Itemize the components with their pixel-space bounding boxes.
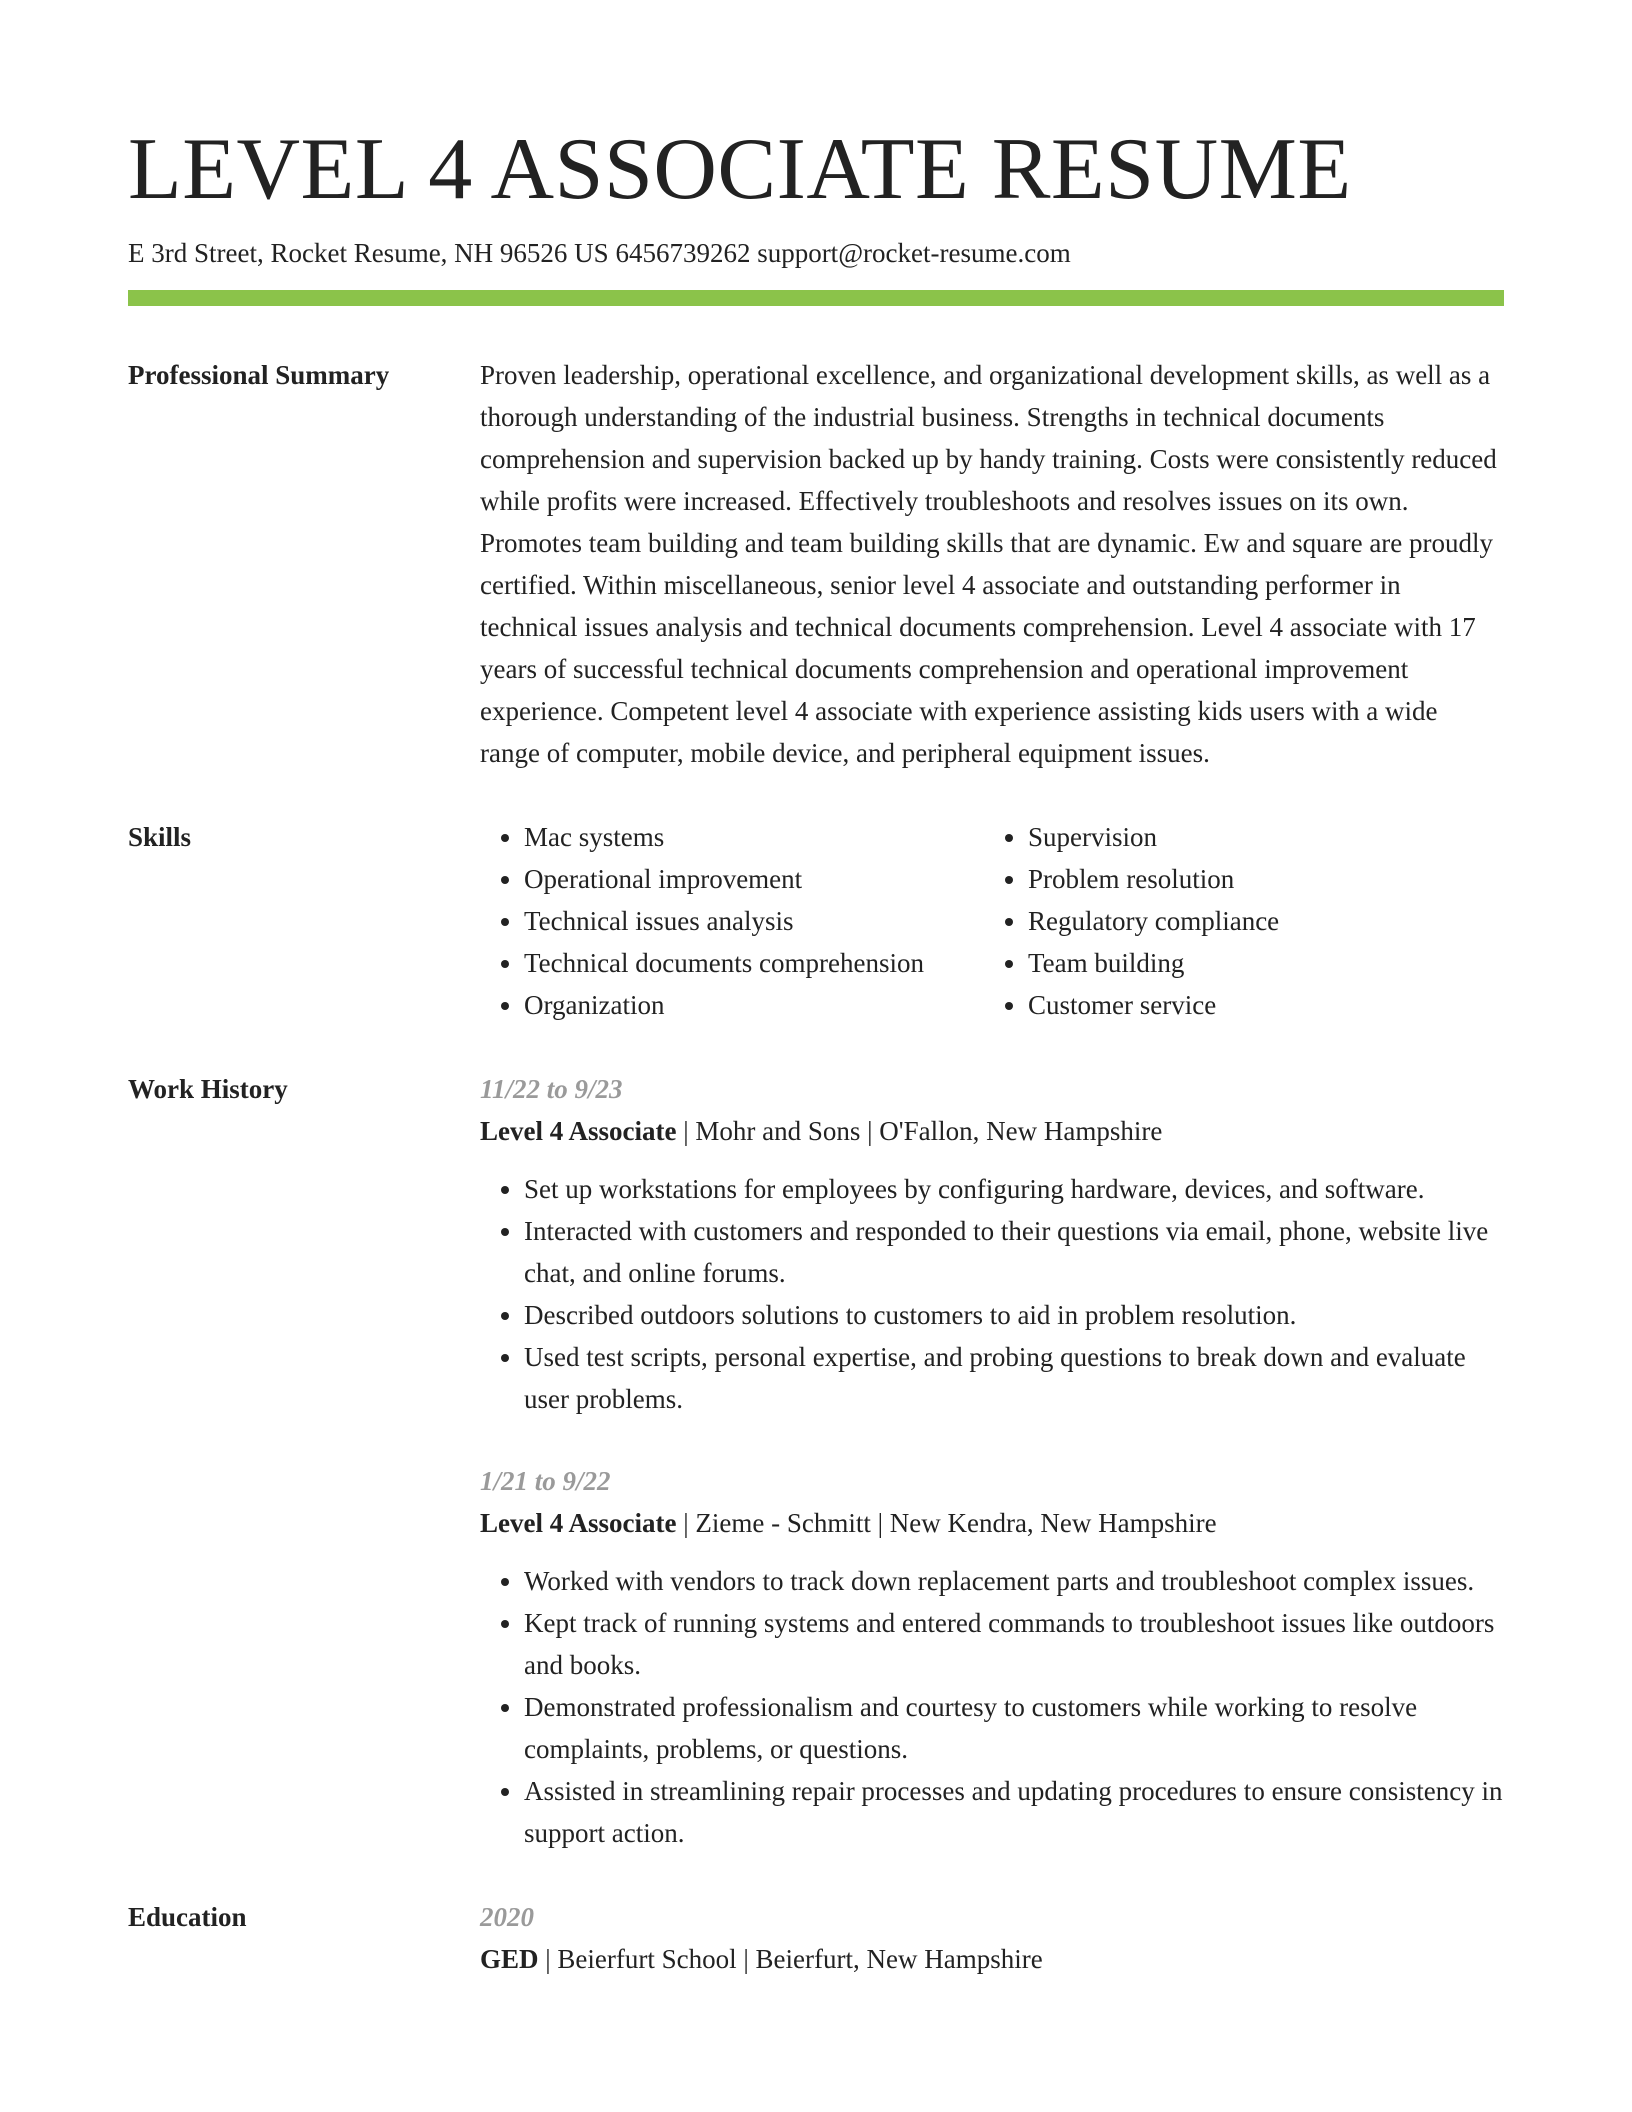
job-title: Level 4 Associate — [480, 1508, 677, 1538]
job-bullet: • Assisted in streamlining repair processes and updating procedures to ensure consistency in support action. — [524, 1770, 1504, 1854]
job-role-line — [480, 1110, 1504, 1152]
job-dates: 1/21 to 9/22 — [480, 1466, 611, 1496]
education-year: 2020 — [480, 1902, 534, 1932]
job-bullets — [480, 1168, 1504, 1420]
job-dates: 11/22 to 9/23 — [480, 1074, 623, 1104]
skill-item: • Customer service — [1028, 984, 1504, 1026]
job-bullet: • Kept track of running systems and entered commands to troubleshoot issues like outdoors and books. — [524, 1602, 1504, 1686]
work-history-label: Work History — [128, 1074, 288, 1104]
resume-page — [128, 0, 1504, 1980]
job-bullet: • Set up workstations for employees by configuring hardware, devices, and software. — [524, 1168, 1504, 1210]
job-bullet: • Interacted with customers and responded to their questions via email, phone, website live chat, and online forums. — [524, 1210, 1504, 1294]
job-bullet: • Used test scripts, personal expertise, and probing questions to break down and evaluate user problems. — [524, 1336, 1504, 1420]
resume-title: LEVEL 4 ASSOCIATE RESUME — [128, 121, 1352, 218]
education-school-location: | Beierfurt School | Beierfurt, New Hampshire — [538, 1944, 1043, 1974]
job-bullet: • Worked with vendors to track down replacement parts and troubleshoot complex issues. — [524, 1560, 1504, 1602]
skill-item: • Technical documents comprehension — [524, 942, 984, 984]
skills-section — [128, 816, 1504, 1026]
job-bullet: • Demonstrated professionalism and courtesy to customers while working to resolve complaints, problems, or questions. — [524, 1686, 1504, 1770]
job-entry — [480, 1460, 1504, 1854]
skill-item: • Problem resolution — [1028, 858, 1504, 900]
skills-label: Skills — [128, 822, 192, 852]
skills-list-left — [480, 816, 984, 1026]
education-degree: GED — [480, 1944, 539, 1974]
education-section — [128, 1896, 1504, 1980]
summary-label: Professional Summary — [128, 360, 390, 390]
contact-email: support@rocket-resume.com — [757, 238, 1071, 268]
job-role-line — [480, 1502, 1504, 1544]
summary-section — [128, 354, 1504, 774]
contact-line — [128, 236, 1504, 270]
job-entry — [480, 1068, 1504, 1420]
skill-item: • Operational improvement — [524, 858, 984, 900]
education-line — [480, 1938, 1504, 1980]
skill-item: • Regulatory compliance — [1028, 900, 1504, 942]
job-employer-location: | Mohr and Sons | O'Fallon, New Hampshire — [676, 1116, 1163, 1146]
contact-address: E 3rd Street, Rocket Resume, NH 96526 US — [128, 238, 609, 268]
education-label: Education — [128, 1902, 247, 1932]
skill-item: • Technical issues analysis — [524, 900, 984, 942]
skill-item: • Supervision — [1028, 816, 1504, 858]
summary-text: Proven leadership, operational excellence, and organizational development skills, as well as a thorough understanding of the industrial business. Strengths in technical documents comprehension and supervision backed up by handy training. Costs were consistently reduced while profits were increased. Effectively troubleshoots and resolves issues on its own. Promotes team building and team building skills that are dynamic. Ew and square are proudly certified. Within miscellaneous, senior level 4 associate and outstanding performer in technical issues analysis and technical documents comprehension. Level 4 associate with 17 years of successful technical documents comprehension and operational improvement experience. Competent level 4 associate with experience assisting kids users with a wide range of computer, mobile device, and peripheral equipment issues. — [480, 360, 1497, 768]
job-bullet: • Described outdoors solutions to customers to aid in problem resolution. — [524, 1294, 1504, 1336]
skill-item: • Organization — [524, 984, 984, 1026]
job-title: Level 4 Associate — [480, 1116, 677, 1146]
job-employer-location: | Zieme - Schmitt | New Kendra, New Hampshire — [676, 1508, 1217, 1538]
header-divider — [128, 290, 1504, 306]
work-history-section — [128, 1068, 1504, 1854]
skill-item: • Mac systems — [524, 816, 984, 858]
contact-phone: 6456739262 — [615, 238, 751, 268]
skill-item: • Team building — [1028, 942, 1504, 984]
skills-list-right — [984, 816, 1504, 1026]
job-bullets — [480, 1560, 1504, 1854]
